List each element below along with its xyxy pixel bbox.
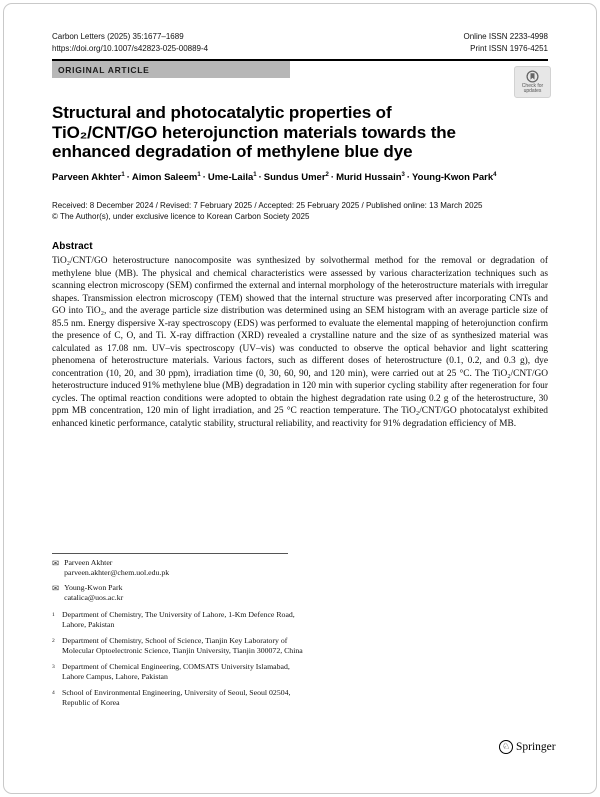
affiliation-list [52,610,306,714]
author-affiliation-number: 3 [401,172,405,178]
springer-horse-icon: ♘ [499,740,513,754]
correspondence-list [52,558,304,608]
affiliation-number: 2 [52,638,55,644]
publisher-name: Springer [516,741,556,753]
affiliation-entry [52,688,306,708]
affiliation-text: School of Environmental Engineering, University of Seoul, Seoul 02504, Republic of Korea [62,688,291,707]
affiliation-entry [52,636,306,656]
copyright-line: © The Author(s), under exclusive licence to Korean Carbon Society 2025 [52,211,310,221]
affiliation-entry [52,662,306,682]
author-separator: · [258,172,262,184]
author-affiliation-number: 4 [493,172,497,178]
abstract-body: TiO₂/CNT/GO heterostructure nanocomposite was synthesized by solvothermal method for the removal or degradation of methylene blue (MB). The physical and chemical characteristics were assessed by various characterization techniques such as scanning electron microscopy (SEM) confirmed the external and internal morphology of the heterostructure materials with irregular shapes. Transmission electron microscopy (TEM) showed that the internal structure was preserved after incorporating CNTs and GO into TiO₂, and the average particle size distribution was determined using an SEM histogram with an average particle size of 85.5 nm. Energy dispersive X-ray spectroscopy (EDS) was performed to evaluate the elemental mapping of heterojunction confirm the presence of C, O, and Ti. X-ray diffraction (XRD) revealed a crystalline nature and the size of as synthesized material was calculated as 17.08 nm. UV–vis spectroscopy (UV–vis) was conducted to observe the optical behavior and light scattering phenomena of heterostructure materials. Various factors, such as different doses of heterostructure (0.1, 0.2, and 0.3 g), dye concentration (10, 20, and 30 ppm), irradiation time (0, 30, 60, 90, and 120 min), were carried out at 25 °C. The TiO₂/CNT/GO heterostructure induced 91% methylene blue (MB) degradation in 120 min with superior cycling stability after regeneration for four cycles. The optimal reaction conditions were adopted to obtain the highest degradation rate using 0.2 g of the heterostructure, 30 ppm MB concentration, 120 min of light irradiation, and 25 °C reaction temperature. The TiO₂/CNT/GO photocatalyst exhibited enhanced kinetic performance, catalytic stability, structural reliability, and reactivity for 91% degradation efficiency of MB. [52,256,548,429]
author-list [52,172,560,183]
affiliation-number: 4 [52,690,55,696]
check-updates-text-line1: Check for [521,82,544,89]
author-affiliation-number: 1 [253,172,257,178]
crossmark-icon [526,70,539,83]
author: Young-Kwon Park$^4$ [412,172,497,184]
correspondence-entry [52,558,304,578]
correspondence-name: Parveen Akhter [64,558,113,567]
check-for-updates-badge[interactable] [514,66,551,98]
author: Parveen Akhter$^1$ [52,172,125,184]
envelope-icon: ✉ [52,583,60,593]
affiliation-number: 3 [52,664,55,670]
correspondence-name: Young-Kwon Park [64,583,123,592]
author-affiliation-number: 1 [121,172,125,178]
article-history [52,201,482,222]
footnote-rule [52,553,288,554]
author: Sundus Umer$^2$ [263,172,329,184]
online-issn: Online ISSN 2233-4998 [463,32,548,41]
author-affiliation-number: 1 [197,172,201,178]
correspondence-email[interactable]: parveen.akhter@chem.uol.edu.pk [64,568,170,577]
author-separator: · [330,172,335,184]
print-issn: Print ISSN 1976-4251 [470,43,548,53]
abstract-heading: Abstract [52,241,93,252]
author: Ume-Laila$^1$ [207,172,257,184]
article-title: Structural and photocatalytic properties of TiO₂/CNT/GO heterojunction materials towards the enhanced degradation of methylene blue dye [52,103,456,161]
affiliation-number: 1 [52,612,55,618]
affiliation-text: Department of Chemistry, School of Science, Tianjin Key Laboratory of Molecular Optoelectronic Science, Tianjin University, Tianjin 300072, China [62,636,303,655]
check-updates-text-line2: updates [523,88,542,94]
doi-link[interactable]: https://doi.org/10.1007/s42823-025-00889-4 [52,43,209,53]
correspondence-email[interactable]: catalica@uos.ac.kr [64,593,124,602]
header-right [464,31,549,54]
author-separator: · [126,172,130,184]
journal-citation: Carbon Letters (2025) 35:1677–1689 [52,32,184,41]
received-revised-accepted-line: Received: 8 December 2024 / Revised: 7 February 2025 / Accepted: 25 February 2025 / Published online: 13 March 2025 [52,201,483,210]
affiliation-text: Department of Chemical Engineering, COMSATS University Islamabad, Lahore Campus, Lahore, Pakistan [62,662,290,681]
article-type-bar [52,61,290,78]
affiliation-entry [52,610,306,630]
author: Murid Hussain$^3$ [336,172,405,184]
envelope-icon: ✉ [52,558,60,568]
author-affiliation-number: 2 [325,172,329,178]
header-meta [52,31,548,54]
header-left [52,31,208,54]
correspondence-entry [52,583,304,603]
affiliation-text: Department of Chemistry, The University of Lahore, 1-Km Defence Road, Lahore, Pakistan [62,610,295,629]
article-type-label: ORIGINAL ARTICLE [58,64,150,75]
author: Aimon Saleem$^1$ [131,172,201,184]
author-separator: · [406,172,411,184]
author-separator: · [202,172,206,184]
publisher-logo [499,740,556,754]
